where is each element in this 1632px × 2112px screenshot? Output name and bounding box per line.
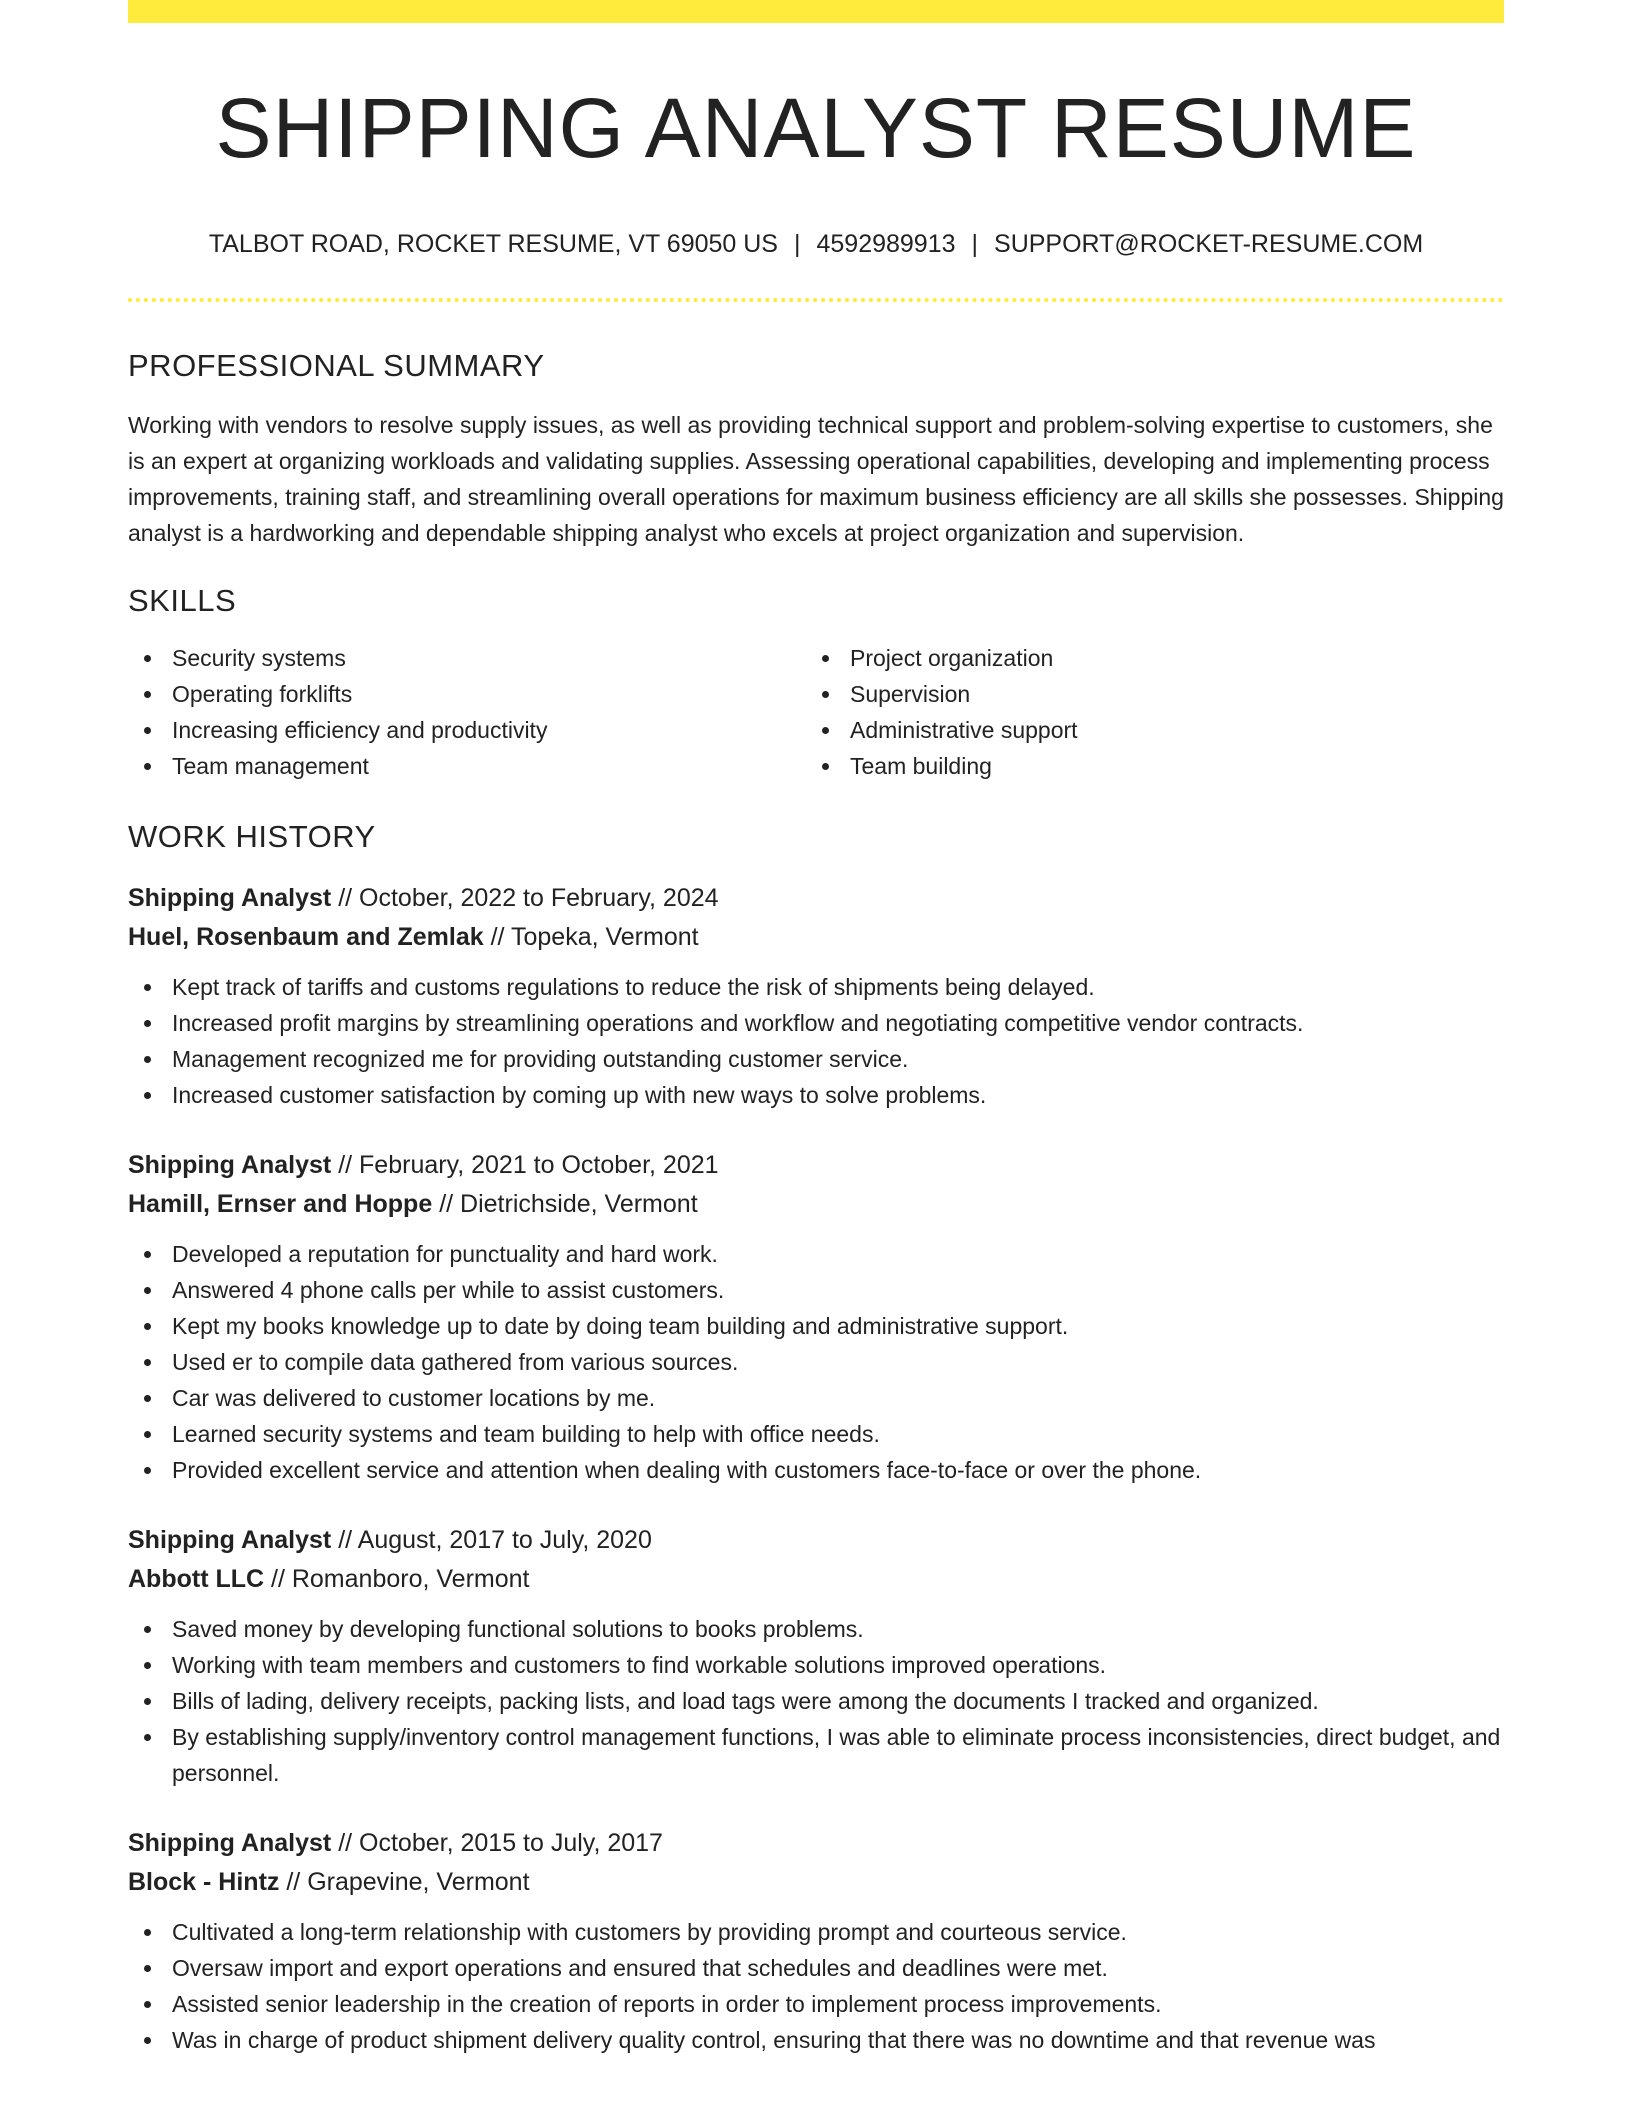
skill-item: Team building	[806, 748, 1484, 784]
list-item: Increased profit margins by streamlining operations and workflow and negotiating competitive vendor contracts.	[128, 1005, 1504, 1041]
skill-item: Security systems	[128, 640, 806, 676]
job-bullets	[128, 1611, 1504, 1791]
summary-text: Working with vendors to resolve supply issues, as well as providing technical support and problem-solving expertise to customers, she is an expert at organizing workloads and validating supplies. Assessing operational capabilities, developing and implementing process improvements, training staff, and streamlining overall operations for maximum business efficiency are all skills she possesses. Shipping analyst is a hardworking and dependable shipping analyst who excels at project organization and supervision.	[128, 412, 1504, 546]
list-item: Was in charge of product shipment delivery quality control, ensuring that there was no downtime and that revenue was	[128, 2022, 1504, 2058]
job-bullets	[128, 1914, 1504, 2058]
list-item: Saved money by developing functional solutions to books problems.	[128, 1611, 1504, 1647]
job-title: Shipping Analyst	[128, 1526, 332, 1554]
job-location: // Topeka, Vermont	[490, 923, 699, 951]
list-item: Car was delivered to customer locations by me.	[128, 1380, 1504, 1416]
summary-heading: PROFESSIONAL SUMMARY	[128, 348, 545, 383]
skills-heading: SKILLS	[128, 583, 237, 618]
job-dates: // October, 2022 to February, 2024	[338, 884, 719, 912]
job-company-line	[128, 1185, 1504, 1224]
skills-column-left	[128, 640, 806, 784]
job-title-line	[128, 1146, 1504, 1185]
list-item: Working with team members and customers to find workable solutions improved operations.	[128, 1647, 1504, 1683]
job-bullets	[128, 969, 1504, 1113]
skill-item: Project organization	[806, 640, 1484, 676]
skills-section	[128, 585, 1504, 784]
job-entry	[128, 1146, 1504, 1488]
list-item: Bills of lading, delivery receipts, packing lists, and load tags were among the documents I tracked and organized.	[128, 1683, 1504, 1719]
job-dates: // October, 2015 to July, 2017	[338, 1829, 663, 1857]
skills-grid	[128, 640, 1504, 784]
job-company: Block - Hintz	[128, 1868, 280, 1896]
list-item: Increased customer satisfaction by coming up with new ways to solve problems.	[128, 1077, 1504, 1113]
skills-column-right	[806, 640, 1484, 784]
job-entry	[128, 1521, 1504, 1791]
job-location: // Romanboro, Vermont	[271, 1565, 530, 1593]
job-entry	[128, 1824, 1504, 2058]
resume-page	[128, 0, 1504, 2058]
skill-item: Operating forklifts	[128, 676, 806, 712]
job-company: Hamill, Ernser and Hoppe	[128, 1190, 433, 1218]
list-item: Used er to compile data gathered from various sources.	[128, 1344, 1504, 1380]
skill-item: Supervision	[806, 676, 1484, 712]
work-history-section	[128, 821, 1504, 2058]
skill-item: Administrative support	[806, 712, 1484, 748]
list-item: Management recognized me for providing outstanding customer service.	[128, 1041, 1504, 1077]
contact-separator: |	[793, 230, 801, 258]
summary-section	[128, 350, 1504, 551]
skill-item: Increasing efficiency and productivity	[128, 712, 806, 748]
contact-line	[128, 232, 1504, 257]
dotted-divider	[128, 298, 1504, 302]
work-history-heading: WORK HISTORY	[128, 819, 376, 854]
list-item: Assisted senior leadership in the creation of reports in order to implement process improvements.	[128, 1986, 1504, 2022]
skill-item: Team management	[128, 748, 806, 784]
job-entry	[128, 879, 1504, 1113]
job-title: Shipping Analyst	[128, 1151, 332, 1179]
job-title-line	[128, 1521, 1504, 1560]
list-item: Learned security systems and team building to help with office needs.	[128, 1416, 1504, 1452]
list-item: Oversaw import and export operations and ensured that schedules and deadlines were met.	[128, 1950, 1504, 1986]
list-item: Kept track of tariffs and customs regulations to reduce the risk of shipments being delayed.	[128, 969, 1504, 1005]
contact-phone: 4592989913	[816, 230, 956, 258]
job-company-line	[128, 1560, 1504, 1599]
list-item: Kept my books knowledge up to date by doing team building and administrative support.	[128, 1308, 1504, 1344]
resume-title: SHIPPING ANALYST RESUME	[215, 81, 1417, 175]
job-title-line	[128, 1824, 1504, 1863]
contact-email: SUPPORT@ROCKET-RESUME.COM	[994, 230, 1424, 258]
job-dates: // August, 2017 to July, 2020	[338, 1526, 652, 1554]
list-item: Cultivated a long-term relationship with customers by providing prompt and courteous service.	[128, 1914, 1504, 1950]
job-company: Huel, Rosenbaum and Zemlak	[128, 923, 484, 951]
list-item: Provided excellent service and attention when dealing with customers face-to-face or over the phone.	[128, 1452, 1504, 1488]
contact-separator: |	[971, 230, 979, 258]
accent-bar	[128, 0, 1504, 23]
list-item: Answered 4 phone calls per while to assist customers.	[128, 1272, 1504, 1308]
job-location: // Dietrichside, Vermont	[439, 1190, 698, 1218]
job-location: // Grapevine, Vermont	[286, 1868, 530, 1896]
job-title: Shipping Analyst	[128, 1829, 332, 1857]
list-item: Developed a reputation for punctuality and hard work.	[128, 1236, 1504, 1272]
job-title-line	[128, 879, 1504, 918]
contact-address: TALBOT ROAD, ROCKET RESUME, VT 69050 US	[208, 230, 778, 258]
job-dates: // February, 2021 to October, 2021	[338, 1151, 719, 1179]
list-item: By establishing supply/inventory control management functions, I was able to eliminate process inconsistencies, direct budget, and personnel.	[128, 1719, 1504, 1791]
job-title: Shipping Analyst	[128, 884, 332, 912]
job-company-line	[128, 1863, 1504, 1902]
job-company: Abbott LLC	[128, 1565, 265, 1593]
job-bullets	[128, 1236, 1504, 1488]
job-company-line	[128, 918, 1504, 957]
